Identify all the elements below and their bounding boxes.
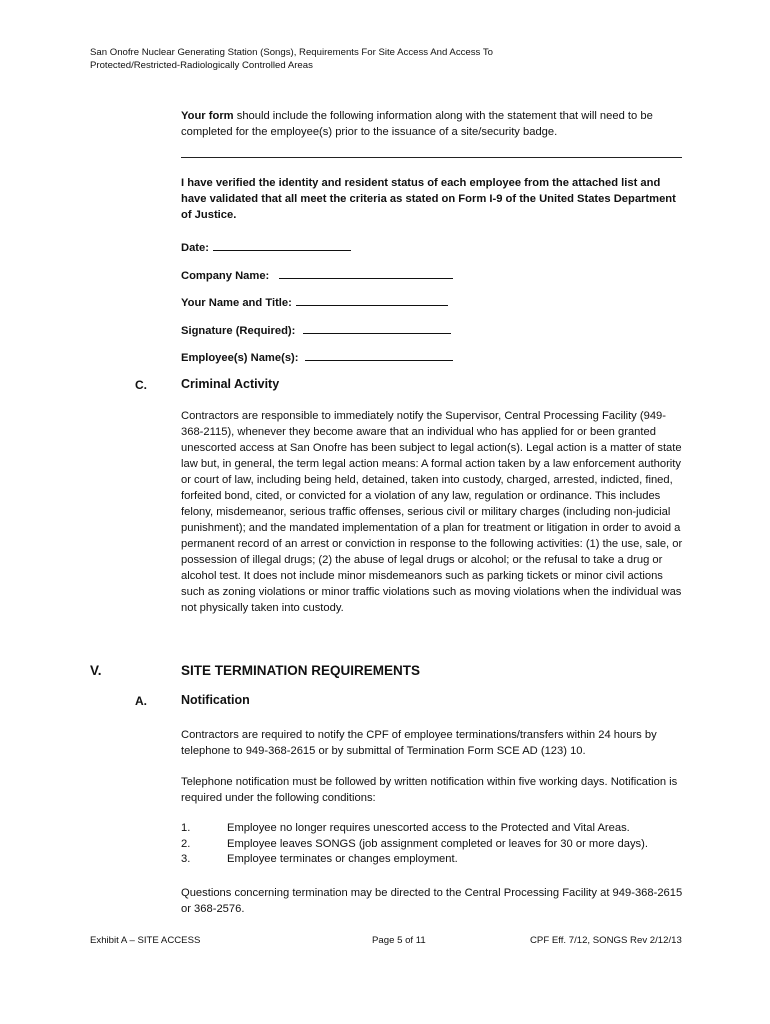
date-field[interactable] — [181, 238, 351, 254]
footer-left: Exhibit A – SITE ACCESS — [90, 935, 201, 946]
section-c-title: Criminal Activity — [181, 377, 280, 391]
company-name-field[interactable] — [181, 266, 453, 282]
list-item-3-number: 3. — [181, 853, 191, 865]
divider-rule — [181, 157, 682, 158]
intro-bold: Your form — [181, 110, 234, 122]
signature-blank[interactable] — [303, 321, 451, 334]
company-name-label: Company Name: — [181, 270, 270, 282]
section-v-title: SITE TERMINATION REQUIREMENTS — [181, 663, 421, 678]
footer-page-number: Page 5 of 11 — [372, 935, 426, 946]
list-item-1-text: Employee no longer requires unescorted access to the Protected and Vital Areas. — [227, 822, 630, 834]
section-a-paragraph-1: Contractors are required to notify the CPF of employee terminations/transfers within 24 hours by telephone to 949-368-2615 or by submittal of Termination Form SCE AD (123) 10. — [181, 729, 657, 757]
employee-names-field[interactable] — [181, 348, 453, 364]
section-a-paragraph-2: Telephone notification must be followed by written notification within five working days. Notification is required under the following conditions: — [181, 776, 678, 804]
header-line-2: Protected/Restricted-Radiologically Controlled Areas — [90, 60, 313, 71]
header-line-1: San Onofre Nuclear Generating Station (Songs), Requirements For Site Access And Access To — [90, 47, 493, 58]
intro-rest: should include the following information along with the statement that will need to be completed for the employee(s) prior to the issuance of a site/security badge. — [181, 110, 653, 138]
list-item-2-number: 2. — [181, 838, 191, 850]
section-a-paragraph-3: Questions concerning termination may be directed to the Central Processing Facility at 949-368-2615 or 368-2576. — [181, 887, 683, 915]
list-item-2-text: Employee leaves SONGS (job assignment completed or leaves for 30 or more days). — [227, 838, 648, 850]
section-a-title: Notification — [181, 693, 250, 707]
intro-paragraph — [181, 108, 686, 140]
employee-names-label: Employee(s) Name(s): — [181, 352, 299, 364]
name-title-blank[interactable] — [296, 293, 448, 306]
footer-right: CPF Eff. 7/12, SONGS Rev 2/12/13 — [530, 935, 682, 946]
signature-field[interactable] — [181, 321, 451, 337]
employee-names-blank[interactable] — [305, 348, 453, 361]
name-title-label: Your Name and Title: — [181, 297, 292, 309]
section-c-letter: C. — [135, 378, 147, 392]
date-label: Date: — [181, 242, 209, 254]
date-blank[interactable] — [213, 238, 351, 251]
signature-label: Signature (Required): — [181, 325, 296, 337]
list-item-3-text: Employee terminates or changes employment. — [227, 853, 458, 865]
name-title-field[interactable] — [181, 293, 448, 309]
section-a-letter: A. — [135, 694, 147, 708]
section-c-body: Contractors are responsible to immediately notify the Supervisor, Central Processing Facility (949-368-2115), whenever they become aware that an individual who has applied for or been granted unescorted access at San Onofre has been subject to legal action(s). Legal action is a matter of state law but, in general, the term legal action means: A formal action taken by a law enforcement authority or court of law, including being held, detained, taken into custody, charged, arrested, indicted, fined, forfeited bond, cited, or convicted for a violation of any law, regulation or ordinance. This includes felony, misdemeanor, serious traffic offenses, serious civil or military charges (including non-judicial punishment); and the mandated implementation of a plan for treatment or litigation in order to avoid a permanent record of an arrest or conviction in response to the following activities: (1) the use, sale, or possession of illegal drugs; (2) the abuse of legal drugs or alcohol; or the refusal to take a drug or alcohol test. It does not include minor misdemeanors such as parking tickets or minor civil actions such as zoning violations or minor traffic violations such as moving violations when the individual was not physically taken into custody. — [181, 410, 683, 614]
list-item-1-number: 1. — [181, 822, 191, 834]
document-header — [90, 46, 650, 72]
section-v-numeral: V. — [90, 663, 102, 678]
company-name-blank[interactable] — [279, 266, 453, 279]
verification-statement: I have verified the identity and resident status of each employee from the attached list and have validated that all meet the criteria as stated on Form I-9 of the United States Department of Justice. — [181, 177, 676, 221]
